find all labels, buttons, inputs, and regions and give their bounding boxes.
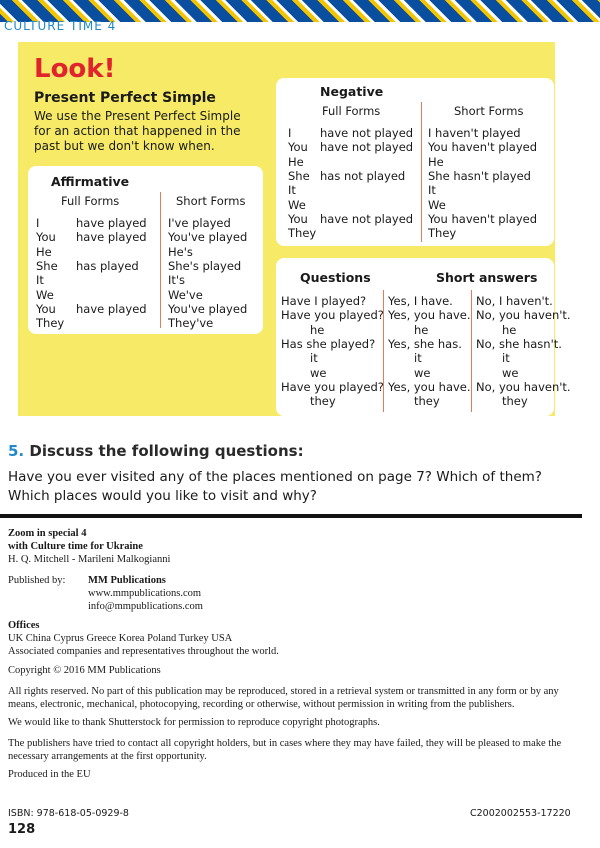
isbn: ISBN: 978-618-05-0929-8 (8, 808, 129, 819)
verb-form: have not played (320, 211, 414, 226)
affirmative-heading: Affirmative (51, 174, 130, 189)
rights-notice: All rights reserved. No part of this publication may be reproduced, stored in a retrieval system or transmitted in any form or by any means, electronic, mechanical, photocopying, recording or otherwise, without permission in writing from the publishers. (8, 686, 559, 710)
subject: She (288, 168, 310, 183)
short-form: You've played (168, 301, 248, 316)
offices-list: UK China Cyprus Greece Korea Poland Turkey USA (8, 633, 233, 644)
verb-form: have not played (320, 140, 414, 155)
product-code: C2002002553-17220 (470, 808, 571, 819)
subject: He (36, 244, 52, 259)
full-forms-label: Full Forms (322, 104, 381, 118)
subject: I (36, 216, 40, 230)
short-form: We (428, 197, 446, 212)
page-number: 128 (8, 822, 36, 837)
publisher-website: www.mmpublications.com (88, 588, 202, 599)
question: we (310, 365, 327, 380)
short-form: It's (168, 273, 186, 288)
exercise-number: 5. (8, 442, 25, 460)
publisher-email: info@mmpublications.com (88, 601, 203, 612)
subject: You (36, 230, 56, 245)
verb-form: have played (76, 301, 147, 316)
verb-form: has played (76, 258, 139, 273)
question: Have you played? (281, 379, 384, 394)
subject: It (36, 273, 44, 288)
full-forms-label: Full Forms (61, 194, 120, 208)
subject: We (36, 287, 54, 302)
verb-form: has not played (320, 168, 406, 183)
offices-label: Offices (8, 620, 40, 631)
publisher-name: MM Publications (88, 575, 166, 586)
yes-answer: we (414, 365, 431, 380)
short-form: You haven't played (428, 140, 538, 155)
short-answers-heading: Short answers (436, 270, 538, 285)
affirmative-panel (28, 166, 263, 334)
questions-panel (276, 258, 571, 416)
no-answer: No, you haven't. (476, 379, 571, 394)
subject: She (36, 258, 58, 273)
subject: It (288, 183, 296, 198)
yes-answer: Yes, I have. (388, 294, 453, 308)
exercise-instruction: Discuss the following questions: (29, 442, 304, 460)
exercise-text (8, 468, 568, 506)
contact-notice: The publishers have tried to contact all copyright holders, but in cases where they may have failed, they will be pleased to make the necessary arrangements at the first opportunity. (8, 738, 562, 762)
question: Have you played? (281, 308, 384, 323)
question: Have I played? (281, 294, 367, 308)
divider-bar (0, 514, 582, 518)
subject: You (288, 140, 308, 155)
book-title: Zoom in special 4 (8, 528, 87, 539)
grammar-title: Present Perfect Simple (34, 90, 216, 106)
question: he (310, 322, 325, 337)
subject: He (288, 154, 304, 169)
exercise-question-2: Which places would you like to visit and why? (8, 488, 317, 504)
subject: You (36, 301, 56, 316)
short-form: We've (168, 287, 203, 302)
yes-answer: Yes, you have. (388, 308, 471, 323)
yes-answer: Yes, she has. (388, 336, 462, 351)
produced-in: Produced in the EU (8, 769, 91, 780)
short-form: I've played (168, 216, 231, 230)
yes-answer: they (414, 394, 440, 409)
short-form: They (428, 226, 457, 241)
yes-answer: it (414, 351, 422, 366)
grammar-description: We use the Present Perfect Simple for an action that happened in the past but we don't know when. (34, 109, 241, 153)
question: Has she played? (281, 336, 376, 351)
verb-form: have not played (320, 126, 414, 140)
no-answer: we (502, 365, 519, 380)
short-form: She's played (168, 258, 242, 273)
negative-heading: Negative (320, 84, 384, 99)
yes-answer: Yes, you have. (388, 379, 471, 394)
section-tag: CULTURE TIME 4 (4, 19, 117, 33)
no-answer: it (502, 351, 510, 366)
question: they (310, 394, 336, 409)
no-answer: he (502, 322, 517, 337)
no-answer: No, she hasn't. (476, 336, 562, 351)
yes-answer: he (414, 322, 429, 337)
short-forms-label: Short Forms (454, 104, 524, 118)
short-forms-label: Short Forms (176, 194, 246, 208)
subject: They (36, 316, 65, 331)
authors: H. Q. Mitchell - Marileni Malkogianni (8, 554, 171, 565)
thanks-notice: We would like to thank Shutterstock for permission to reproduce copyright photographs. (8, 717, 380, 728)
no-answer: they (502, 394, 528, 409)
negative-panel (276, 78, 554, 246)
short-form: She hasn't played (428, 168, 531, 183)
verb-form: have played (76, 216, 147, 230)
exercise-title (8, 442, 304, 460)
short-form: He's (168, 244, 193, 259)
short-form: He (428, 154, 444, 169)
questions-heading: Questions (300, 270, 371, 285)
subject: They (288, 226, 317, 241)
short-form: They've (168, 316, 214, 331)
subject: You (288, 211, 308, 226)
associated-companies: Associated companies and representatives throughout the world. (8, 646, 279, 657)
subject: We (288, 197, 306, 212)
no-answer: No, I haven't. (476, 294, 553, 308)
exercise-question-1: Have you ever visited any of the places mentioned on page 7? Which of them? (8, 469, 542, 485)
copyright: Copyright © 2016 MM Publications (8, 665, 161, 676)
verb-form: have played (76, 230, 147, 245)
short-form: I haven't played (428, 126, 521, 140)
question: it (310, 351, 318, 366)
short-form: You haven't played (428, 211, 538, 226)
no-answer: No, you haven't. (476, 308, 571, 323)
published-label: Published by: (8, 575, 66, 586)
short-form: It (428, 183, 436, 198)
look-heading: Look! (34, 54, 116, 84)
short-form: You've played (168, 230, 248, 245)
book-subtitle: with Culture time for Ukraine (8, 541, 143, 552)
subject: I (288, 126, 292, 140)
